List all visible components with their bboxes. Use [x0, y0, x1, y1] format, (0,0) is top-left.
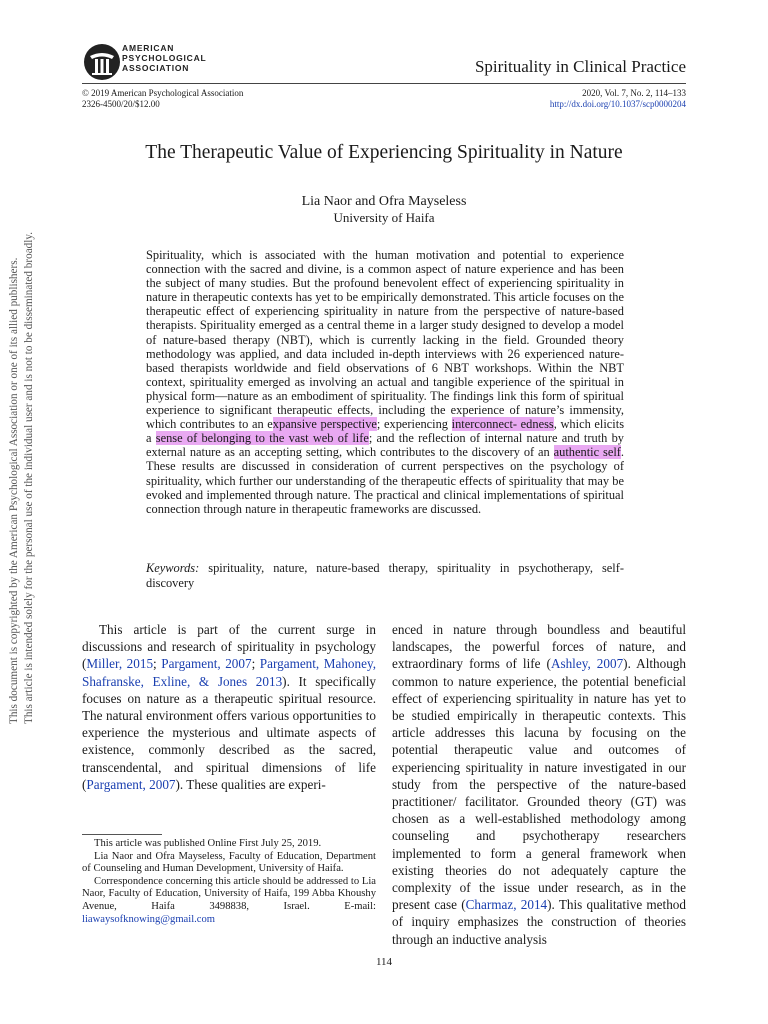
- authors: Lia Naor and Ofra Mayseless: [301, 194, 467, 209]
- footnote-published: This article was published Online First July 25, 2019.: [94, 838, 322, 849]
- citation-block: [550, 88, 686, 110]
- keywords-list: spirituality, nature, nature-based therapy, spirituality in psychotherapy, self-discovery: [146, 561, 624, 590]
- footnote-rule: [82, 834, 162, 835]
- ref-miller-2015[interactable]: Miller, 2015: [86, 656, 154, 672]
- body-column-left: This article is part of the current surge in discussions and research of spirituality in psychology (Miller, 2015; Pargament, 2007; Pargament, Mahoney, Shafranske, Exline, & Jones 2013). It specifically focuses on nature as a therapeutic spiritual resource. The natural environment offers various opportunities to experience the mysterious and ultimate aspects of existence, commonly described as the sacred, transcendental, and spiritual dimensions of life (Pargament, 2007). These qualities are experi-: [82, 622, 377, 792]
- abstract: Spirituality, which is associated with the human motivation and potential to experience connection with the sacred and divine, is a common aspect of nature experience and has been the subject of many studies. But the profound benevolent effect of experiencing spirituality in nature in therapeutic contexts has yet to be empirically demonstrated. This article focuses on the therapeutic effect of experiencing spirituality in nature from the perspective of nature-based therapists. Spirituality emerged as a central theme in a larger study designed to develop a model of nature-based therapy (NBT), which is currently lacking in the field. Grounded theory methodology was applied, and data included in-depth interviews with 26 experienced nature-based therapists worldwide and field observations of 6 NBT workshops. Within the NBT context, spirituality emerged as involving an actual and tangible experience of the spiritual in physical form—nature as an embodiment of spirituality. The findings link this form of spiritual experience to significant therapeutic effects, including the experience of nature’s immensity, which contributes to an expansive perspective; experiencing interconnect- edness, which elicits a sense of belonging to the vast web of life; and the reflection of internal nature and truth by external nature as an accepting setting, which contributes to the discovery of an authentic self. These results are discussed in consideration of current perspectives on the psychology of spirituality, which further our understanding of the therapeutic effects of spirituality that may be evoked and implemented through nature. The practical and clinical implementations of spiritual connection through nature in therapeutic frameworks are discussed.: [146, 248, 625, 516]
- keywords: [146, 561, 624, 590]
- footnote-correspondence: Correspondence concerning this article should be addressed to Lia Naor, Faculty of Education, University of Haifa, 199 Abba Khoushy Avenue, Haifa 3498838, Israel. E-mail: liawaysofknowing@gmail.com: [82, 875, 376, 925]
- highlight-expansive-perspective[interactable]: xpansive perspective: [272, 417, 377, 432]
- body-column-right: enced in nature through boundless and beautiful landscapes, the powerful forces of nature, and extraordinary forms of life (Ashley, 2007). Although common to nature experience, the potential beneficial effect of experiencing spirituality in nature has yet to be studied empirically in therapeutic contexts. This article addresses this lacuna by focusing on the potential therapeutic value and outcomes of experiencing spirituality in nature investigated in our study from the perspective of the nature-based practitioner/ facilitator. Grounded theory (GT) was chosen as a well-established methodology among counseling and psychotherapy researchers implemented to form a general framework when existing theories do not adequately capture the complexity of the issue under research, as in the present case (Charmaz, 2014). This qualitative method of inquiry emphasizes the construction of theories through an inductive analysis: [392, 622, 686, 947]
- publisher-logo-text: AMERICAN PSYCHOLOGICAL ASSOCIATION: [122, 43, 207, 73]
- keywords-label: Keywords:: [146, 561, 200, 575]
- header-rule: [82, 83, 686, 84]
- ref-charmaz-2014[interactable]: Charmaz, 2014: [465, 897, 548, 913]
- journal-name: Spirituality in Clinical Practice: [474, 57, 686, 76]
- email-link[interactable]: liawaysofknowing@gmail.com: [82, 913, 216, 925]
- issn-line: 2326-4500/20/$12.00: [82, 99, 160, 109]
- side-copyright-notice-2: This article is intended solely for the personal use of the individual user and is not to be disseminated broadly.: [23, 231, 35, 724]
- article-title: The Therapeutic Value of Experiencing Spirituality in Nature: [145, 142, 623, 163]
- ref-pargament-2013[interactable]: Pargament, Mahoney, Shafranske, Exline, & Jones 2013: [82, 656, 377, 689]
- page-number: 114: [375, 956, 393, 968]
- apa-logo-icon: [82, 42, 122, 82]
- copyright-line: © 2019 American Psychological Association: [82, 88, 244, 98]
- doi-link[interactable]: http://dx.doi.org/10.1037/scp0000204: [549, 99, 686, 109]
- citation-line: 2020, Vol. 7, No. 2, 114–133: [582, 88, 686, 98]
- copyright-block: [82, 88, 243, 110]
- footnotes: [82, 838, 376, 926]
- affiliation: University of Haifa: [333, 210, 435, 225]
- footnote-authors: Lia Naor and Ofra Mayseless, Faculty of Education, Department of Counseling and Human Development, University of Haifa.: [82, 850, 376, 875]
- ref-pargament-2007-b[interactable]: Pargament, 2007: [86, 776, 176, 792]
- ref-pargament-2007[interactable]: Pargament, 2007: [161, 656, 252, 672]
- highlight-authentic-self[interactable]: authentic self: [553, 445, 621, 460]
- side-copyright-notice-1: This document is copyrighted by the American Psychological Association or one of its allied publishers.: [8, 257, 20, 724]
- ref-ashley-2007[interactable]: Ashley, 2007: [550, 656, 624, 672]
- highlight-sense-of-belonging[interactable]: sense of belonging to the vast web of life: [155, 431, 369, 446]
- highlight-interconnectedness[interactable]: interconnect- edness: [451, 417, 554, 432]
